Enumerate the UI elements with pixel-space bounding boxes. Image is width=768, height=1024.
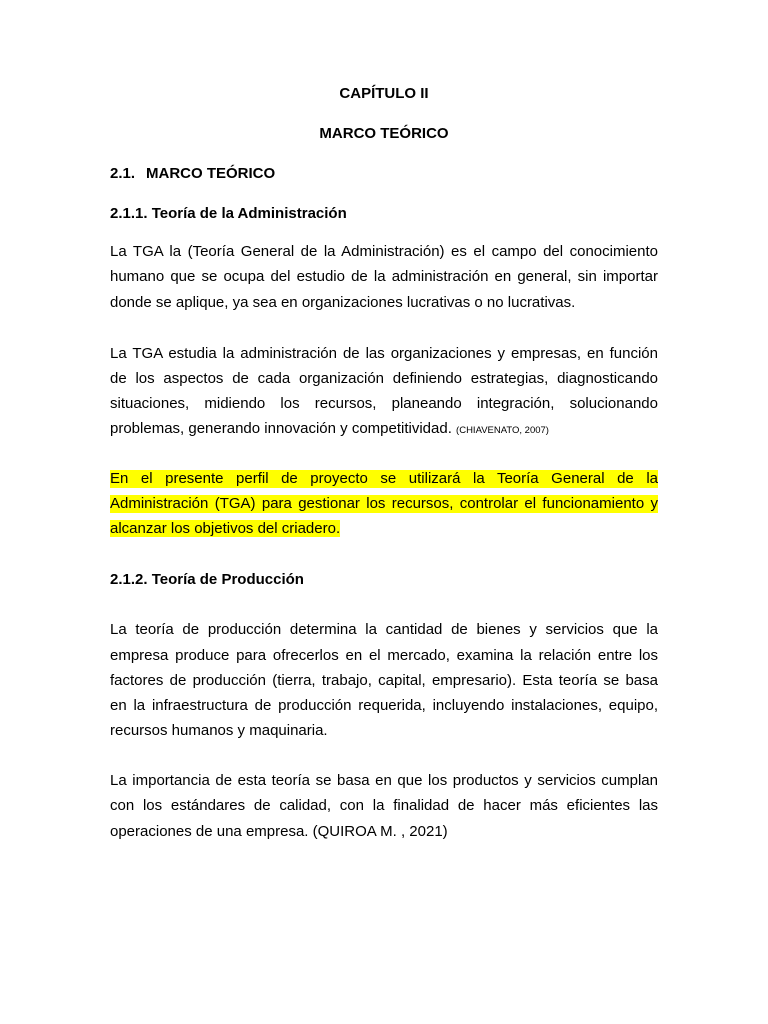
- paragraph-line: La TGA estudia la administración de las organizaciones y empresas, en función: [110, 345, 658, 362]
- paragraph-line: La teoría de producción determina la cantidad de bienes y servicios que la: [110, 621, 658, 638]
- section-heading: [110, 165, 658, 183]
- highlighted-line: [110, 495, 658, 513]
- paragraph-line: de los aspectos de cada organización definiendo estrategias, diagnosticando: [110, 370, 658, 387]
- highlight-text: En el presente perfil de proyecto se utilizará la Teoría General de la: [110, 470, 658, 487]
- paragraph-line: humano que se ocupa del estudio de la administración en general, sin importar: [110, 268, 658, 285]
- paragraph-line: empresa produce para ofrecerlos en el mercado, examina la relación entre los: [110, 647, 658, 664]
- highlight-text: alcanzar los objetivos del criadero.: [110, 520, 341, 537]
- paragraph-line: con los estándares de calidad, con la finalidad de hacer más eficientes las: [110, 797, 658, 814]
- section-title: MARCO TEÓRICO: [146, 165, 276, 182]
- paragraph-line-with-citation: [110, 420, 658, 440]
- paragraph-line: La importancia de esta teoría se basa en que los productos y servicios cumplan: [110, 772, 658, 789]
- paragraph-line: situaciones, midiendo los recursos, planeando integración, solucionando: [110, 395, 658, 412]
- paragraph-line: La TGA la (Teoría General de la Administración) es el campo del conocimiento: [110, 243, 658, 260]
- highlighted-line: [110, 520, 658, 538]
- paragraph-line: operaciones de una empresa. (QUIROA M. , 2021): [110, 823, 448, 840]
- highlighted-line: [110, 470, 658, 488]
- paragraph-line: recursos humanos y maquinaria.: [110, 722, 328, 739]
- chapter-title: MARCO TEÓRICO: [319, 125, 449, 142]
- subsection-1-title: 2.1.1. Teoría de la Administración: [110, 205, 347, 222]
- subsection-2-title: 2.1.2. Teoría de Producción: [110, 571, 304, 588]
- section-number: 2.1.: [110, 165, 136, 182]
- paragraph-line: donde se aplique, ya sea en organizaciones lucrativas o no lucrativas.: [110, 294, 576, 311]
- citation: (CHIAVENATO, 2007): [456, 425, 549, 436]
- highlight-text: Administración (TGA) para gestionar los recursos, controlar el funcionamiento y: [110, 495, 658, 512]
- paragraph-text: problemas, generando innovación y competitividad.: [110, 420, 452, 437]
- paragraph-line: factores de producción (tierra, trabajo, capital, empresario). Esta teoría se basa: [110, 672, 658, 689]
- chapter-number: CAPÍTULO II: [339, 85, 429, 102]
- paragraph-line: en la infraestructura de producción requerida, incluyendo instalaciones, equipo,: [110, 697, 658, 714]
